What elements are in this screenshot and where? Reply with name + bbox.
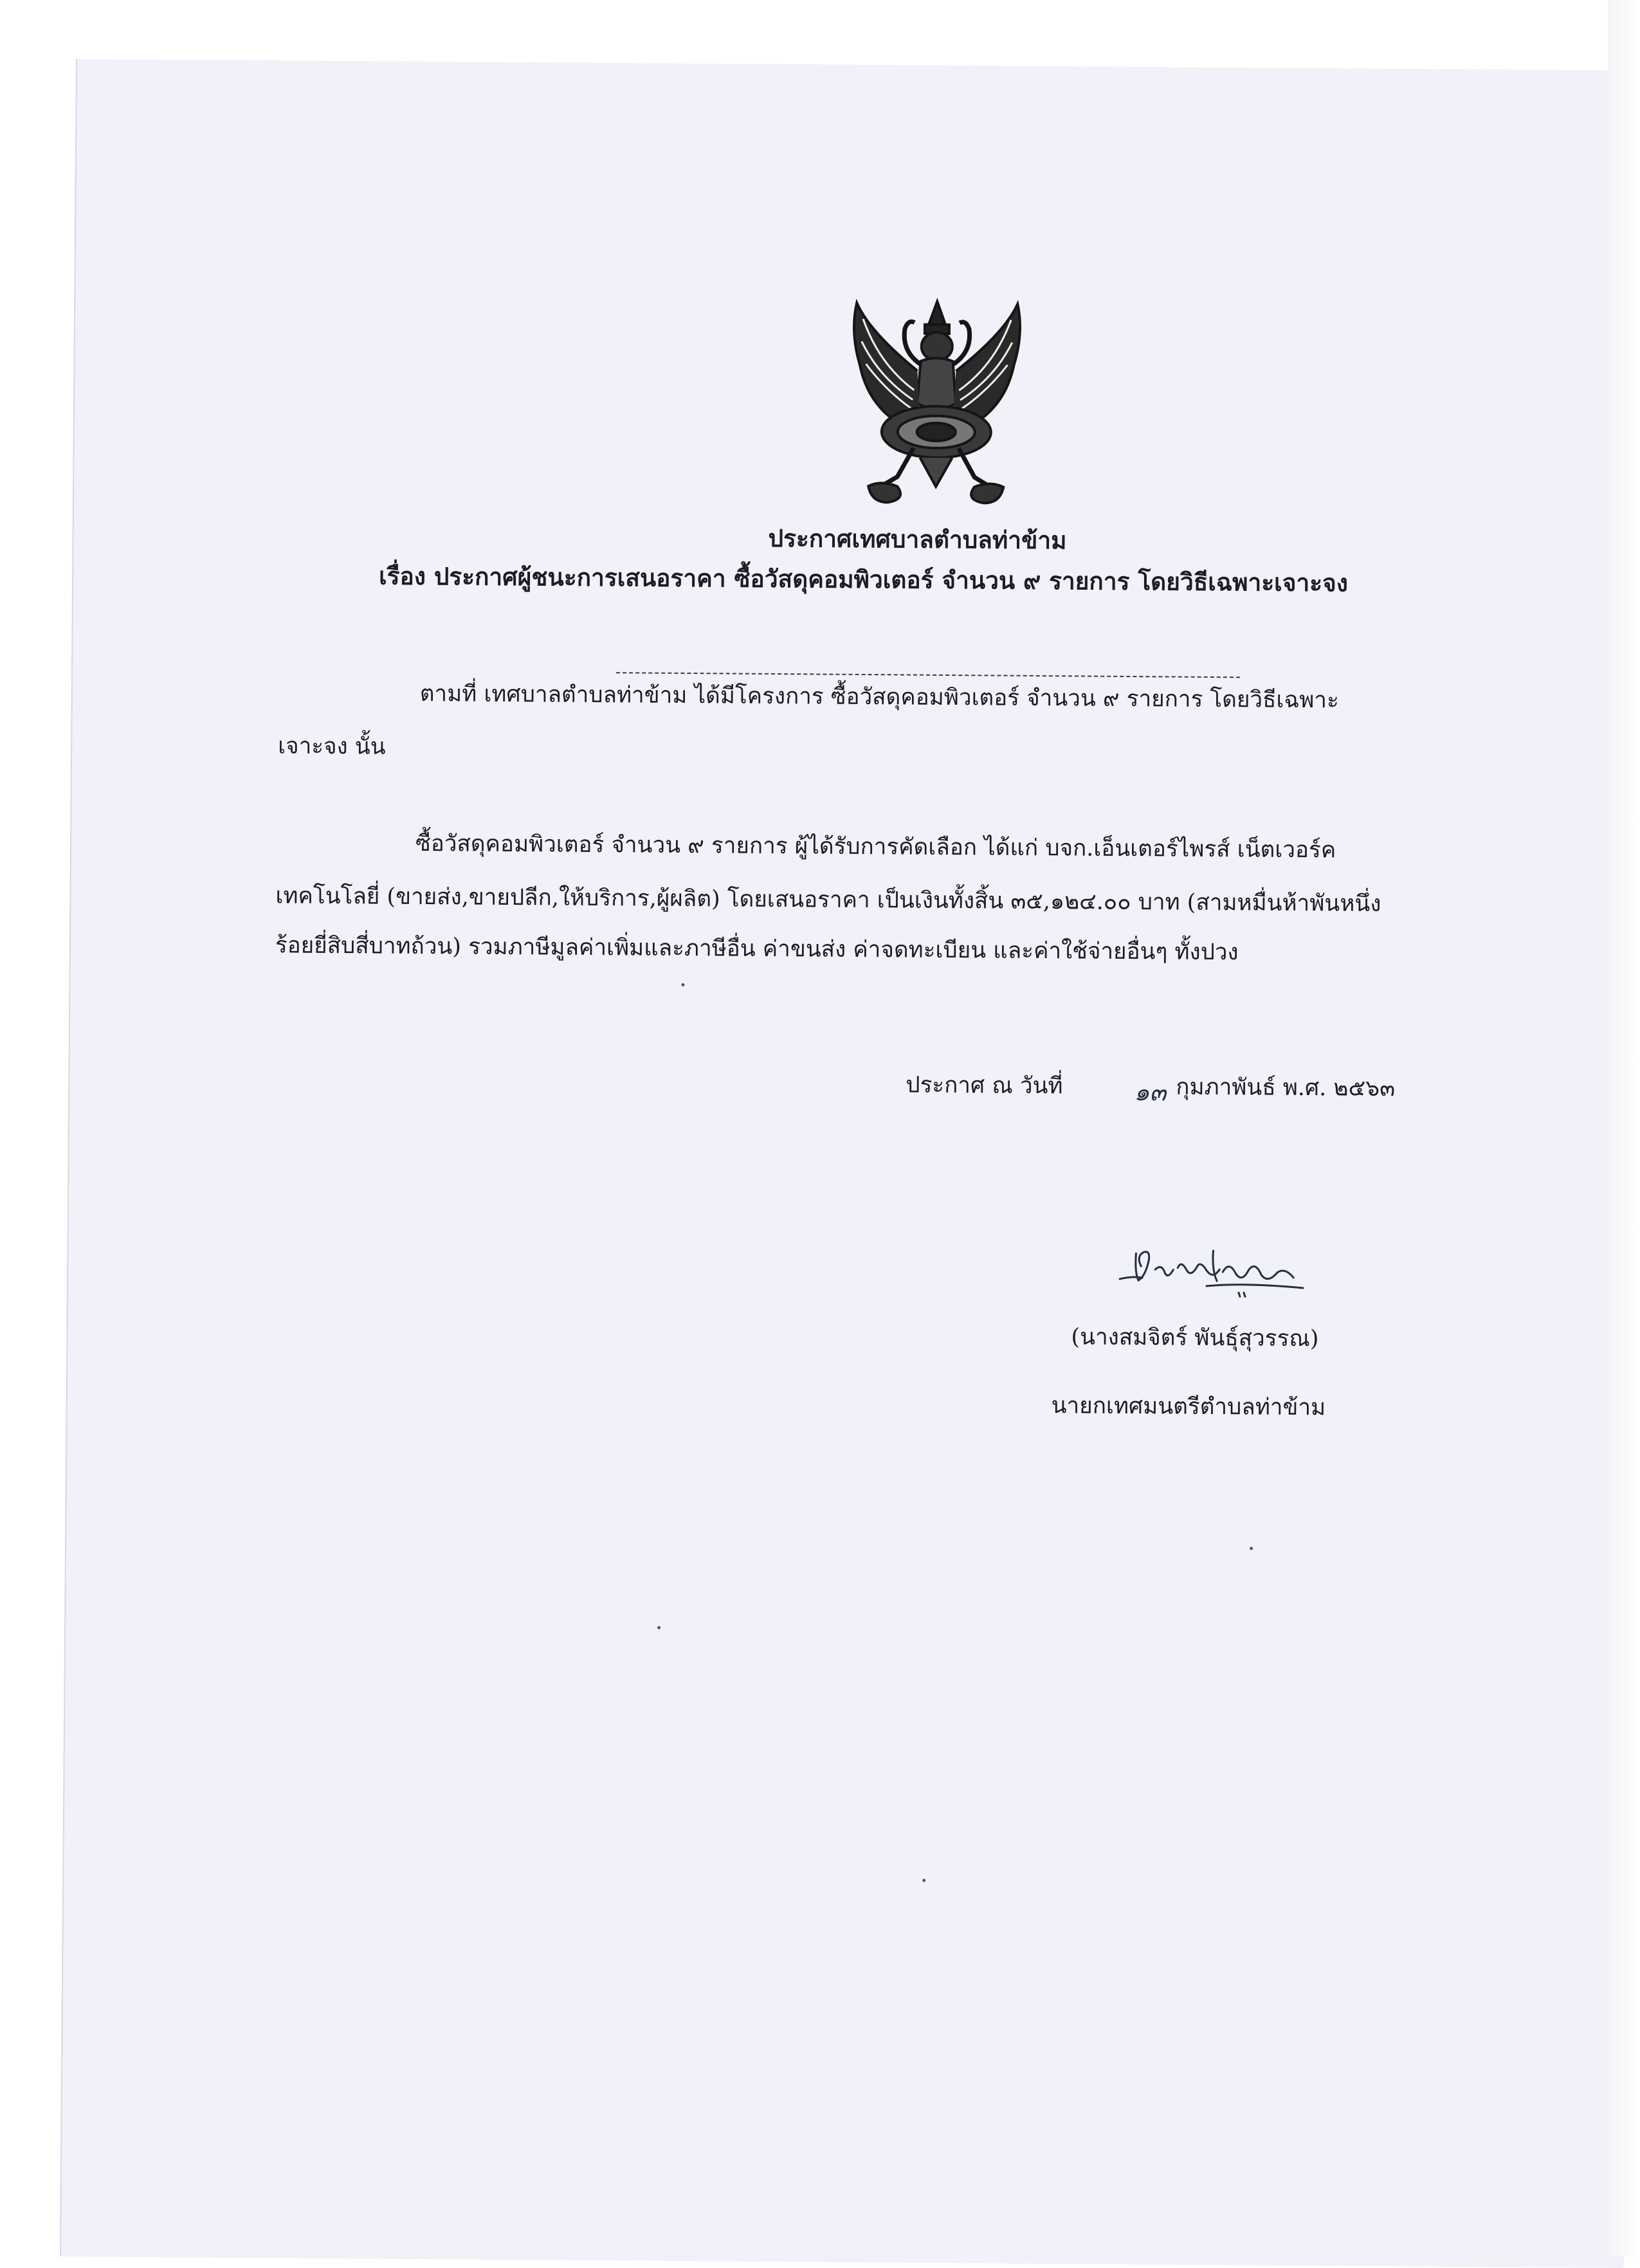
title-divider [616,672,1240,678]
announcement-authority: ประกาศเทศบาลตำบลท่าข้าม [768,523,1067,555]
handwritten-signature-icon [1116,1240,1317,1303]
paragraph-2-line-1: ซื้อวัสดุคอมพิวเตอร์ จำนวน ๙ รายการ ผู้ได้รับการคัดเลือก ได้แก่ บจก.เอ็นเตอร์ไพรส์ เน็ตเวอร์ค [415,830,1336,864]
announcement-subject: เรื่อง ประกาศผู้ชนะการเสนอราคา ซื้อวัสดุคอมพิวเตอร์ จำนวน ๙ รายการ โดยวิธีเฉพาะเจาะจง [378,561,1349,597]
date-prefix: ประกาศ ณ วันที่ [906,1072,1063,1100]
signatory-name: (นางสมจิตร์ พันธุ์สุวรรณ) [1071,1324,1319,1352]
paragraph-1-line-2: เจาะจง นั้น [278,733,386,760]
scan-speck [1250,1547,1253,1550]
scan-speck [681,983,684,986]
document-sheet [61,59,1640,2268]
scan-speck [922,1879,925,1882]
paragraph-2-line-2: เทคโนโลยี่ (ขายส่ง,ขายปลีก,ให้บริการ,ผู้ผลิต) โดยเสนอราคา เป็นเงินทั้งสิ้น ๓๕,๑๒๔.๐๐ บาท (สามหมื่นห้าพันหนึ่ง [275,883,1381,917]
signatory-position: นายกเทศมนตรีตำบลท่าข้าม [1051,1393,1326,1421]
scan-speck [657,1626,661,1629]
paragraph-1-line-1: ตามที่ เทศบาลตำบลท่าข้าม ได้มีโครงการ ซื้อวัสดุคอมพิวเตอร์ จำนวน ๙ รายการ โดยวิธีเฉพาะ [419,680,1339,714]
date-day: ๑๓ [1134,1078,1167,1107]
paragraph-2-line-3: ร้อยยี่สิบสี่บาทถ้วน) รวมภาษีมูลค่าเพิ่มและภาษีอื่น ค่าขนส่ง ค่าจดทะเบียน และค่าใช้จ่ายอื่นๆ ทั้งปวง [275,932,1239,966]
date-month-year: กุมภาพันธ์ พ.ศ. ๒๕๖๓ [1176,1074,1396,1102]
scan-edge [1608,0,1640,2256]
garuda-emblem-icon [843,293,1030,510]
